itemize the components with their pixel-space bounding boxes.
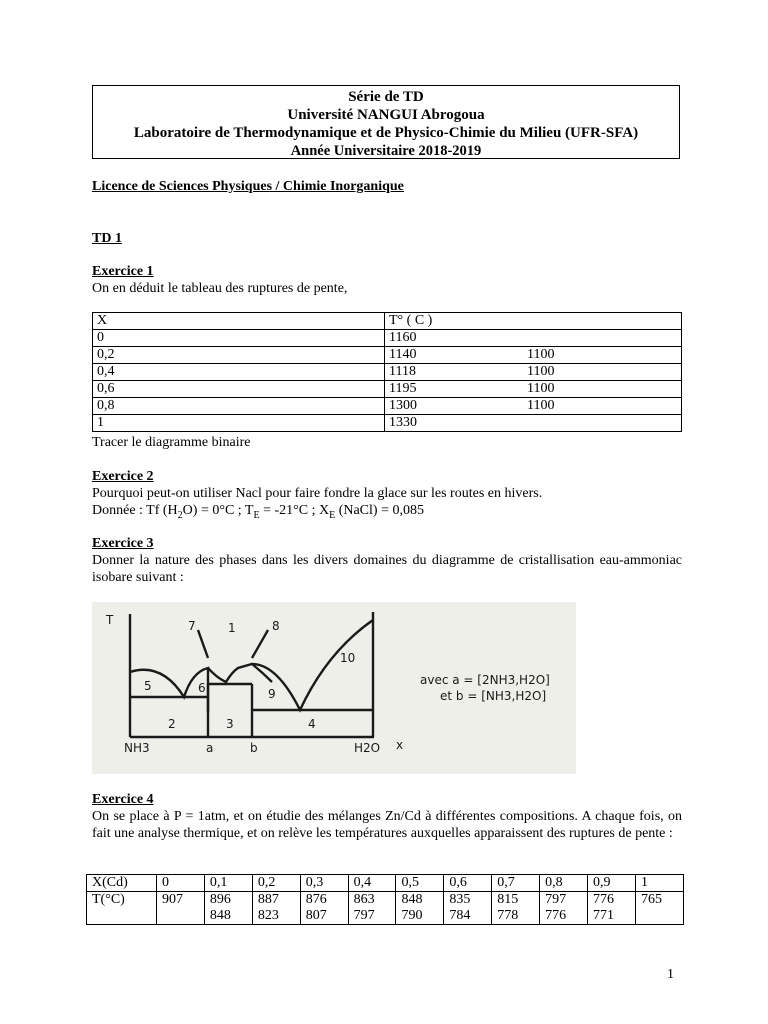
cell-t2: 1100 — [523, 398, 682, 415]
cell-x: 0,3 — [300, 875, 348, 892]
cell-x: 0,1 — [204, 875, 252, 892]
b-label: b — [250, 741, 258, 755]
cell-x: 0,2 — [93, 347, 385, 364]
table-row — [93, 415, 682, 432]
cell-t — [444, 892, 492, 925]
ex4-title: Exercice 4 — [92, 792, 154, 807]
t-lower: 790 — [401, 908, 423, 923]
t-upper: 887 — [257, 892, 279, 907]
row-label-x: X(Cd) — [87, 875, 157, 892]
t-upper: 848 — [401, 892, 423, 907]
table-header-row — [93, 313, 682, 330]
zone-10: 10 — [340, 651, 356, 665]
zone-3: 3 — [226, 717, 234, 731]
header-line-3: Laboratoire de Thermodynamique et de Physico-Chimie du Milieu (UFR-SFA) — [133, 125, 639, 141]
t-upper: 835 — [449, 892, 471, 907]
cell-t — [157, 892, 205, 925]
cell-t2 — [523, 330, 682, 347]
table-row — [93, 347, 682, 364]
cell-t2: 1100 — [523, 364, 682, 381]
cell-t — [348, 892, 396, 925]
zone-5: 5 — [144, 679, 152, 693]
cell-x: 0,9 — [588, 875, 636, 892]
zone-4: 4 — [308, 717, 316, 731]
cell-t1: 1140 — [385, 347, 524, 364]
table-row — [93, 330, 682, 347]
row-label-t: T(°C) — [87, 892, 157, 925]
cell-t — [540, 892, 588, 925]
page-number: 1 — [667, 967, 674, 982]
ex4-table — [86, 874, 684, 925]
table-row-t — [87, 892, 684, 925]
ex2-title: Exercice 2 — [92, 469, 154, 484]
cell-t — [396, 892, 444, 925]
cell-x: 0,6 — [93, 381, 385, 398]
table-row-x — [87, 875, 684, 892]
curve-8 — [252, 630, 268, 658]
ex2-line1: Pourquoi peut-on utiliser Nacl pour faire fondre la glace sur les routes en hivers. — [92, 486, 543, 501]
cell-x: 1 — [635, 875, 683, 892]
zone-8: 8 — [272, 619, 280, 633]
t-lower: 778 — [497, 908, 519, 923]
t-lower: 823 — [257, 908, 279, 923]
phase-diagram-svg — [92, 602, 576, 774]
t-lower: 776 — [545, 908, 567, 923]
cell-x: 1 — [93, 415, 385, 432]
h2o-label: H2O — [354, 741, 381, 755]
header-line-2: Université NANGUI Abrogoua — [287, 107, 485, 123]
axis-t-label: T — [106, 613, 114, 627]
cell-t1: 1195 — [385, 381, 524, 398]
t-upper: 815 — [497, 892, 519, 907]
t-upper: 863 — [353, 892, 375, 907]
td-title: TD 1 — [92, 231, 122, 246]
header-box — [92, 85, 680, 159]
cell-x: 0,6 — [444, 875, 492, 892]
cell-t — [492, 892, 540, 925]
t-upper: 876 — [305, 892, 327, 907]
cell-x: 0,4 — [348, 875, 396, 892]
t-upper: 765 — [640, 892, 662, 907]
ex3-text: Donner la nature des phases dans les divers domaines du diagramme de cristallisation eau-ammoniac isobare suivant : — [92, 553, 682, 585]
cell-t2: 1100 — [523, 347, 682, 364]
zone-1: 1 — [228, 621, 236, 635]
subscript: E — [253, 509, 260, 521]
zone-9: 9 — [268, 687, 276, 701]
header-line-1: Série de TD — [348, 89, 424, 105]
donnee-part: = -21°C ; X — [259, 503, 330, 518]
ex1-after: Tracer le diagramme binaire — [92, 435, 251, 450]
donnee-part: O) = 0°C ; T — [182, 503, 254, 518]
nh3-label: NH3 — [124, 741, 150, 755]
cell-x: 0 — [93, 330, 385, 347]
donnee-part: Donnée : Tf (H — [92, 503, 178, 518]
t-lower: 784 — [449, 908, 471, 923]
cell-t1: 1160 — [385, 330, 524, 347]
subscript: 2 — [177, 509, 183, 521]
legend-a: avec a = [2NH3,H2O] — [420, 673, 550, 687]
table-row — [93, 398, 682, 415]
cell-x: 0,2 — [252, 875, 300, 892]
axis-x-label: x — [396, 738, 404, 752]
t-lower: 771 — [593, 908, 615, 923]
cell-t2: 1100 — [523, 381, 682, 398]
header-line-4: Année Universitaire 2018-2019 — [290, 143, 482, 159]
cell-t1: 1300 — [385, 398, 524, 415]
cell-t — [300, 892, 348, 925]
cell-x: 0,4 — [93, 364, 385, 381]
header-t: T° ( C ) — [385, 313, 682, 330]
ex4-text: On se place à P = 1atm, et on étudie des mélanges Zn/Cd à différentes compositions. A chaque fois, on fait une analyse thermique, et on relève les températures auxquelles apparaissent des ruptures de pente : — [92, 809, 682, 841]
legend-b: et b = [NH3,H2O] — [440, 689, 547, 703]
table-row — [93, 381, 682, 398]
cell-t1: 1118 — [385, 364, 524, 381]
curve-7 — [198, 630, 208, 658]
donnee-part: (NaCl) = 0,085 — [335, 503, 424, 518]
ex3-title: Exercice 3 — [92, 536, 154, 551]
zone-2: 2 — [168, 717, 176, 731]
zone-6: 6 — [198, 681, 206, 695]
ex1-table — [92, 312, 682, 432]
t-upper: 907 — [162, 892, 184, 907]
liquidus-left — [130, 668, 208, 712]
t-upper: 896 — [209, 892, 231, 907]
cell-x: 0 — [157, 875, 205, 892]
t-lower: 848 — [209, 908, 231, 923]
t-upper: 797 — [545, 892, 567, 907]
cell-t1: 1330 — [385, 415, 524, 432]
cell-t — [252, 892, 300, 925]
cell-x: 0,8 — [540, 875, 588, 892]
table-row — [93, 364, 682, 381]
zone-7: 7 — [188, 619, 196, 633]
cell-x: 0,7 — [492, 875, 540, 892]
t-upper: 776 — [593, 892, 615, 907]
phase-diagram — [92, 602, 576, 774]
subscript: E — [329, 509, 336, 521]
t-lower: 797 — [353, 908, 375, 923]
ex1-intro: On en déduit le tableau des ruptures de pente, — [92, 281, 348, 296]
t-lower: 807 — [305, 908, 327, 923]
licence-title: Licence de Sciences Physiques / Chimie Inorganique — [92, 179, 404, 194]
cell-t2 — [523, 415, 682, 432]
ex1-title: Exercice 1 — [92, 264, 154, 279]
cell-t — [635, 892, 683, 925]
cell-t — [588, 892, 636, 925]
ex2-donnee — [92, 502, 682, 519]
cell-x: 0,8 — [93, 398, 385, 415]
cell-t — [204, 892, 252, 925]
cell-x: 0,5 — [396, 875, 444, 892]
header-x: X — [93, 313, 385, 330]
a-label: a — [206, 741, 214, 755]
